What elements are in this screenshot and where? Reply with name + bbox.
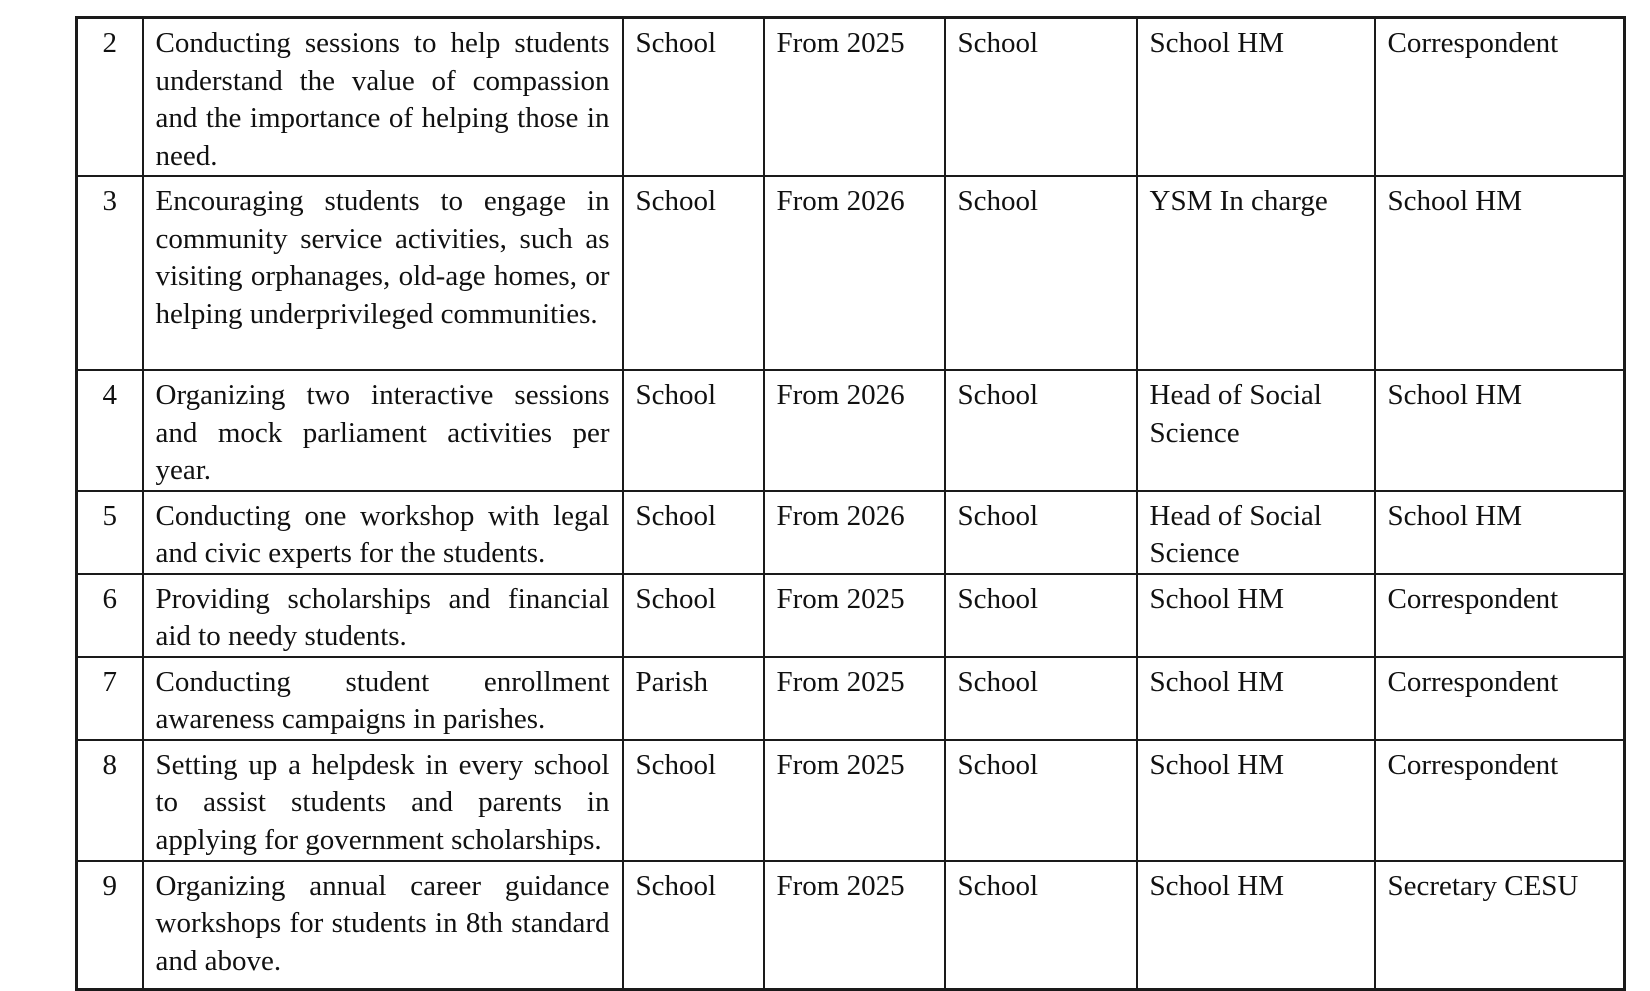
responsible-cell: School HM — [1137, 657, 1375, 740]
level-cell: School — [623, 176, 764, 370]
venue-cell: School — [945, 18, 1137, 177]
activity-cell: Conducting student enrollment awareness campaigns in parishes. — [143, 657, 623, 740]
activity-cell: Conducting sessions to help students understand the value of compassion and the importance of helping those in need. — [143, 18, 623, 177]
row-number: 2 — [77, 18, 143, 177]
supervisor-cell: School HM — [1375, 176, 1625, 370]
level-cell: School — [623, 370, 764, 491]
supervisor-cell: School HM — [1375, 370, 1625, 491]
level-cell: School — [623, 740, 764, 861]
responsible-cell: School HM — [1137, 740, 1375, 861]
activity-cell: Organizing annual career guidance workshops for students in 8th standard and above. — [143, 861, 623, 990]
activity-cell: Providing scholarships and financial aid to needy students. — [143, 574, 623, 657]
venue-cell: School — [945, 176, 1137, 370]
timeline-cell: From 2025 — [764, 657, 945, 740]
level-cell: School — [623, 491, 764, 574]
timeline-cell: From 2025 — [764, 861, 945, 990]
table-row — [77, 861, 1625, 990]
level-cell: School — [623, 574, 764, 657]
activity-cell: Organizing two interactive sessions and mock parliament activities per year. — [143, 370, 623, 491]
table-row — [77, 491, 1625, 574]
table-row — [77, 18, 1625, 177]
timeline-cell: From 2025 — [764, 18, 945, 177]
responsible-cell: School HM — [1137, 861, 1375, 990]
level-cell: Parish — [623, 657, 764, 740]
venue-cell: School — [945, 740, 1137, 861]
venue-cell: School — [945, 861, 1137, 990]
responsible-cell: School HM — [1137, 18, 1375, 177]
table-row — [77, 370, 1625, 491]
supervisor-cell: School HM — [1375, 491, 1625, 574]
timeline-cell: From 2025 — [764, 574, 945, 657]
activity-cell: Setting up a helpdesk in every school to assist students and parents in applying for government scholarships. — [143, 740, 623, 861]
supervisor-cell: Correspondent — [1375, 740, 1625, 861]
supervisor-cell: Secretary CESU — [1375, 861, 1625, 990]
action-plan-table-wrapper — [75, 16, 1626, 991]
venue-cell: School — [945, 491, 1137, 574]
table-row — [77, 574, 1625, 657]
timeline-cell: From 2025 — [764, 740, 945, 861]
supervisor-cell: Correspondent — [1375, 18, 1625, 177]
table-row — [77, 740, 1625, 861]
action-plan-table — [75, 16, 1626, 991]
table-row — [77, 657, 1625, 740]
venue-cell: School — [945, 657, 1137, 740]
row-number: 5 — [77, 491, 143, 574]
timeline-cell: From 2026 — [764, 370, 945, 491]
row-number: 8 — [77, 740, 143, 861]
timeline-cell: From 2026 — [764, 176, 945, 370]
supervisor-cell: Correspondent — [1375, 657, 1625, 740]
table-row — [77, 176, 1625, 370]
venue-cell: School — [945, 370, 1137, 491]
row-number: 9 — [77, 861, 143, 990]
row-number: 3 — [77, 176, 143, 370]
activity-cell: Conducting one workshop with legal and civic experts for the students. — [143, 491, 623, 574]
responsible-cell: Head of Social Science — [1137, 491, 1375, 574]
row-number: 6 — [77, 574, 143, 657]
responsible-cell: YSM In charge — [1137, 176, 1375, 370]
level-cell: School — [623, 18, 764, 177]
responsible-cell: Head of Social Science — [1137, 370, 1375, 491]
level-cell: School — [623, 861, 764, 990]
row-number: 7 — [77, 657, 143, 740]
responsible-cell: School HM — [1137, 574, 1375, 657]
row-number: 4 — [77, 370, 143, 491]
timeline-cell: From 2026 — [764, 491, 945, 574]
supervisor-cell: Correspondent — [1375, 574, 1625, 657]
activity-cell: Encouraging students to engage in community service activities, such as visiting orphanages, old-age homes, or helping underprivileged communities. — [143, 176, 623, 370]
venue-cell: School — [945, 574, 1137, 657]
